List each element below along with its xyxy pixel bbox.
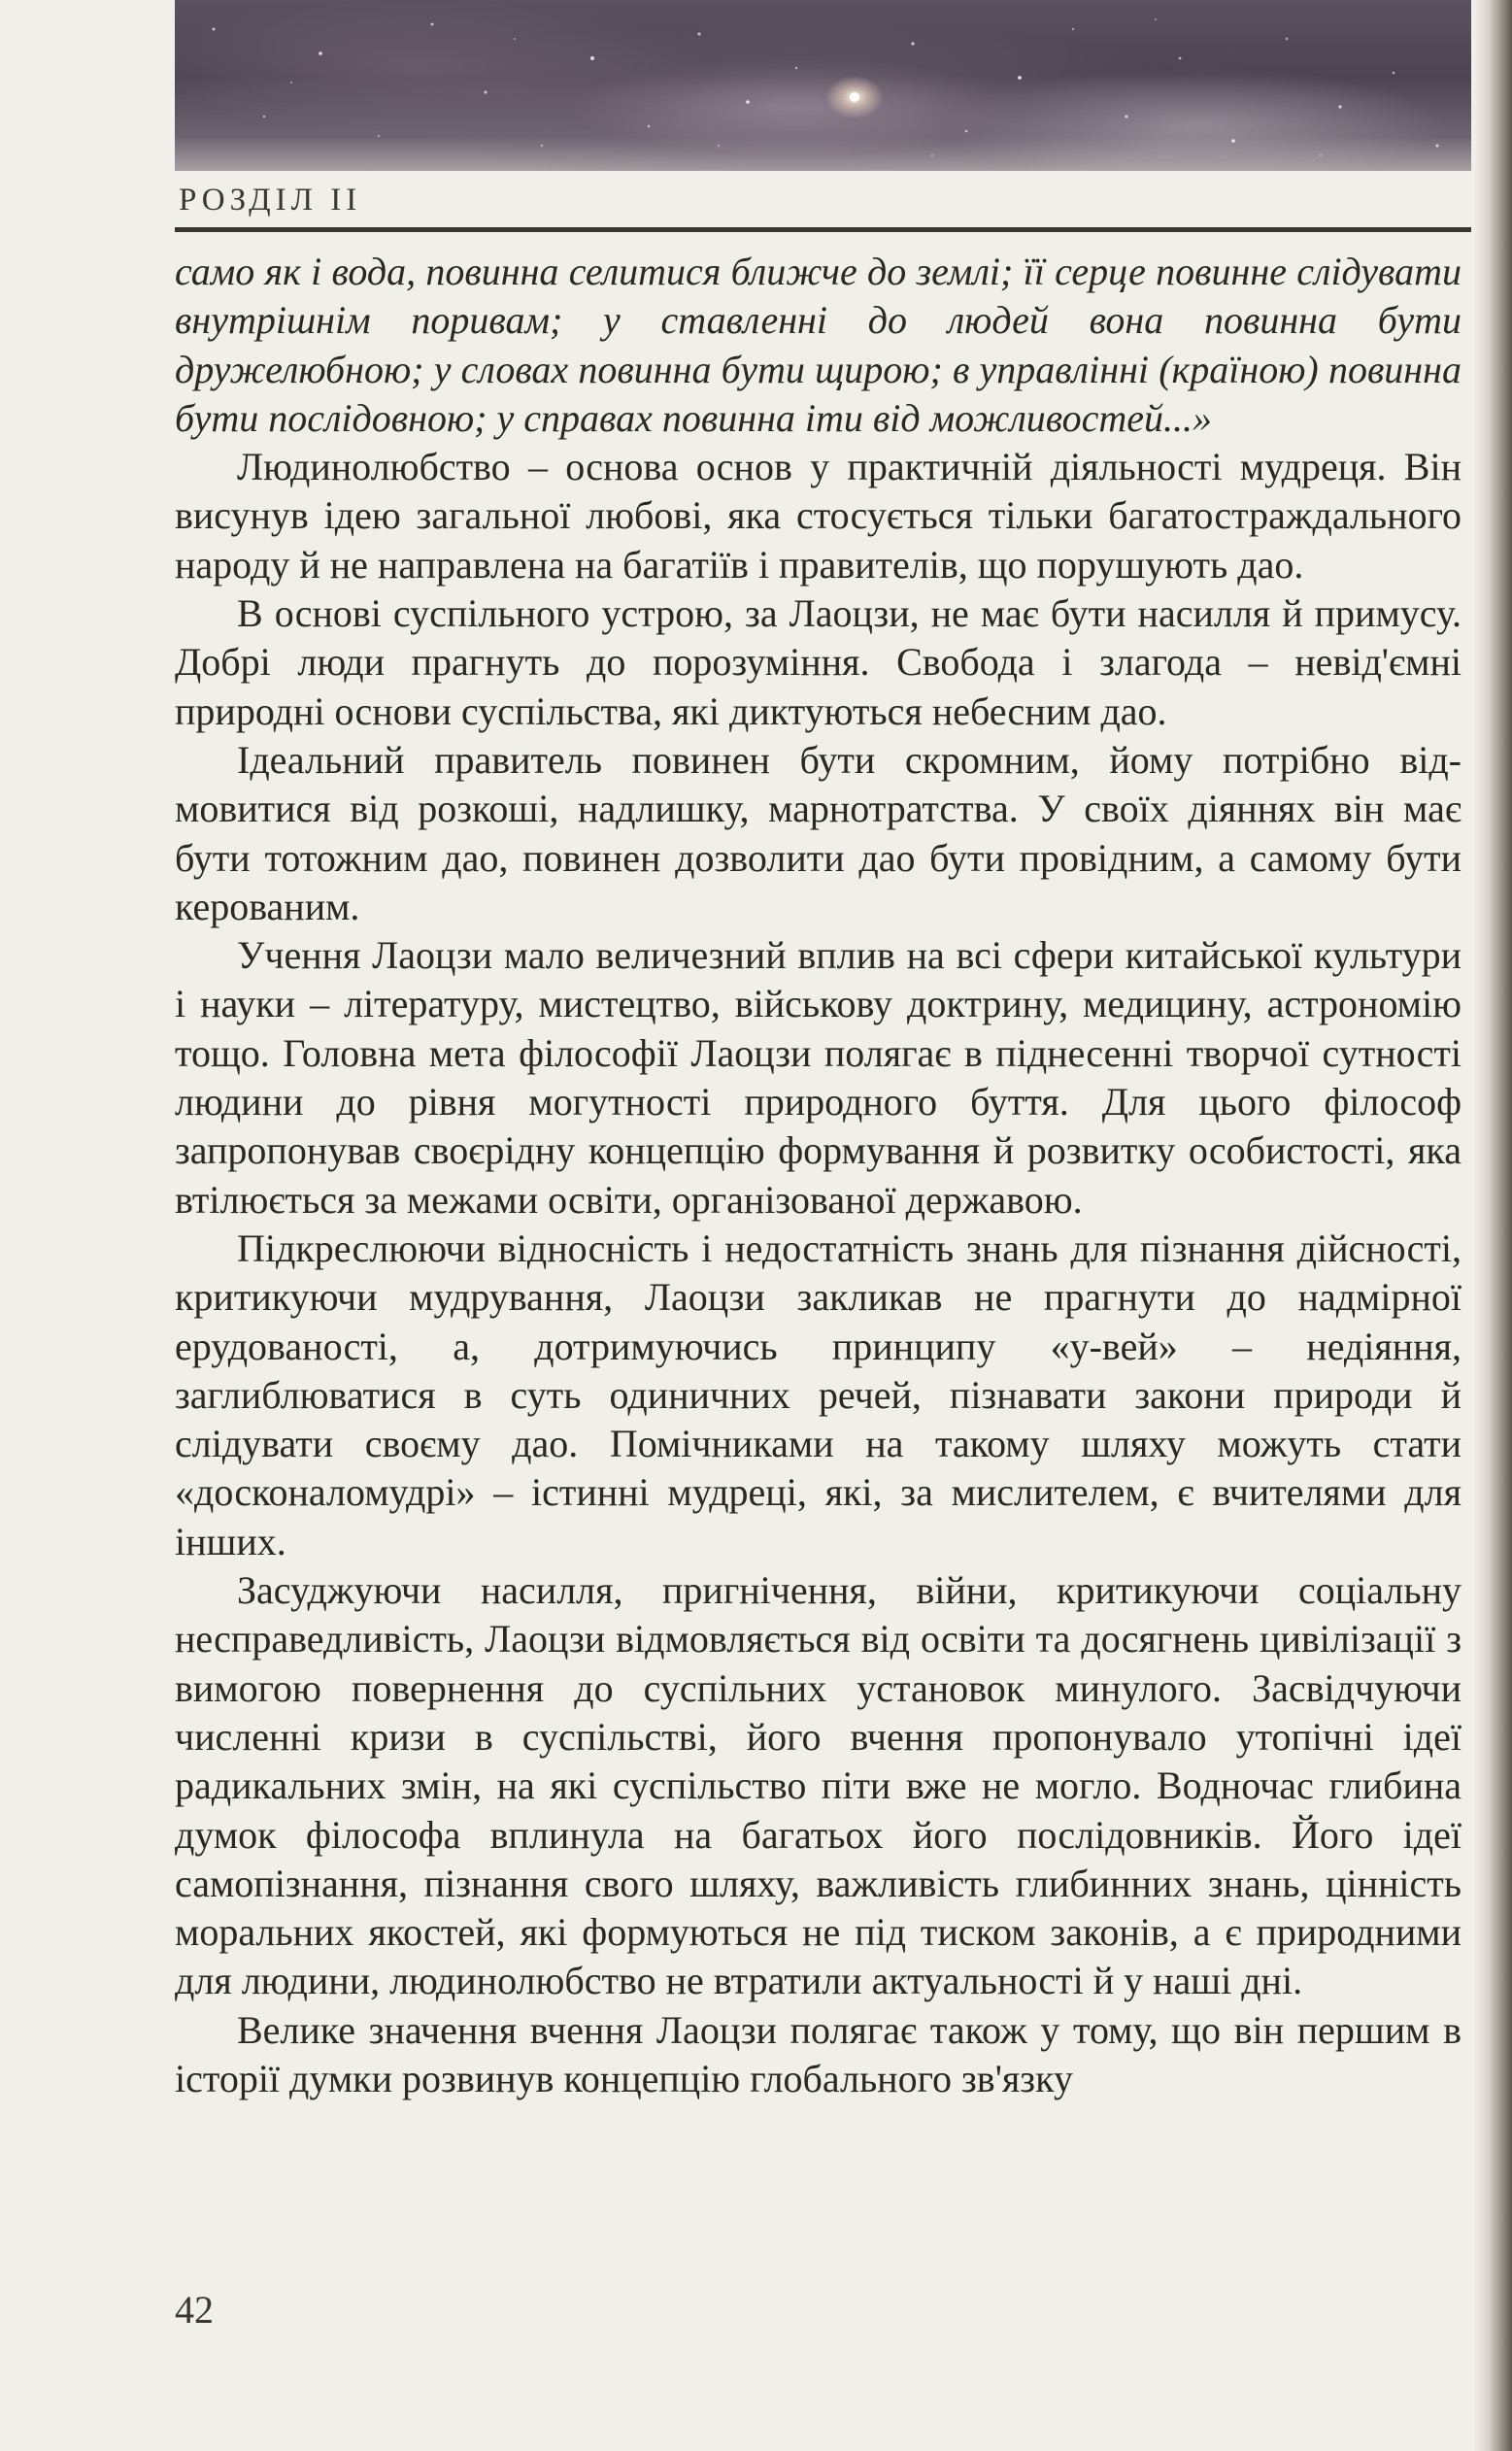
paragraph: В основі суспільного устрою, за Лаоцзи, не має бути насилля й примусу. Добрі люди прагнуть до порозуміння. Свобода і злагода – невід'ємні природні основи суспільства, які диктуються небесним дао. [175,591,1462,733]
paragraph: Велике значення вчення Лаоцзи полягає також у тому, що він першим в історії думки розвинув концепцію глобального зв'язку [175,2007,1462,2100]
running-head: РОЗДІЛ II [179,183,362,218]
galaxy-header-image [175,0,1471,171]
paragraph: Підкреслюючи відносність і недостатність знань для пізнання дійсності, критикуючи мудрування, Лаоцзи закликав не прагнути до надмірної ерудованості, а, дотримуючись принципу «у-вей» – недіяння, заглиблюватися в суть одиничних речей, пізнавати закони природи й слідувати своєму дао. Помічниками на такому шляху можуть стати «досконаломудрі» – істинні мудреці, які, за мислителем, є вчителями для інших. [175,1226,1462,1563]
paragraph: Людинолюбство – основа основ у практичній діяльності мудреця. Він висунув ідею загальної любові, яка стосується тільки багатостраждального народу й не направлена на багатіїв і правителів, що порушують дао. [175,445,1462,587]
paragraph: Засуджуючи насилля, пригнічення, війни, критикуючи соціальну несправедливість, Лаоцзи відмовляється від освіти та досягнень цивілізації з вимогою повернення до суспільних установок минулого. Засвідчуючи численні кризи в суспільстві, його вчення пропонувало утопічні ідеї радикальних змін, на які суспільство піти вже не могло. Водночас глибина думок філософа вплинула на багатьох його послідовників. Його ідеї самопізнання, пізнання свого шляху, важливість глибинних знань, цінність моральних якостей, які формуються не під тиском законів, а є природними для людини, людинолюбство не втратили актуальності й у наші дні. [175,1568,1462,2003]
body-text [175,248,1462,2103]
page-edge-shadow [1475,0,1512,2451]
quote-paragraph: само як і вода, повинна селитися ближче до землі; її серце повинне слідувати внутрішнім поривам; у ставленні до людей вона повинна бути дружелюбною; у словах повинна бути щирою; в управлінні (країною) повинна бути послідовною; у справах повинна іти від можливостей...» [175,250,1462,440]
paragraph: Ідеальний правитель повинен бути скромним, йому потрібно відмовитися від розкоші, надлишку, марнотратства. У своїх діяннях він має бути тотожним дао, повинен дозволити дао бути провідним, а самому бути керованим. [175,737,1462,928]
paragraph: Учення Лаоцзи мало величезний вплив на всі сфери китайської культури і науки – літературу, мистецтво, військову доктрину, медицину, астрономію тощо. Головна мета філософії Лаоцзи полягає в піднесенні творчої сутності людини до рівня могутності природного буття. Для цього філософ запропонував своєрідну концепцію формування й розвитку особистості, яка втілюється за межами освіти, організованої державою. [175,933,1462,1222]
starfield-graphic [175,0,1471,171]
header-rule [175,227,1471,232]
page-number: 42 [175,2288,214,2332]
